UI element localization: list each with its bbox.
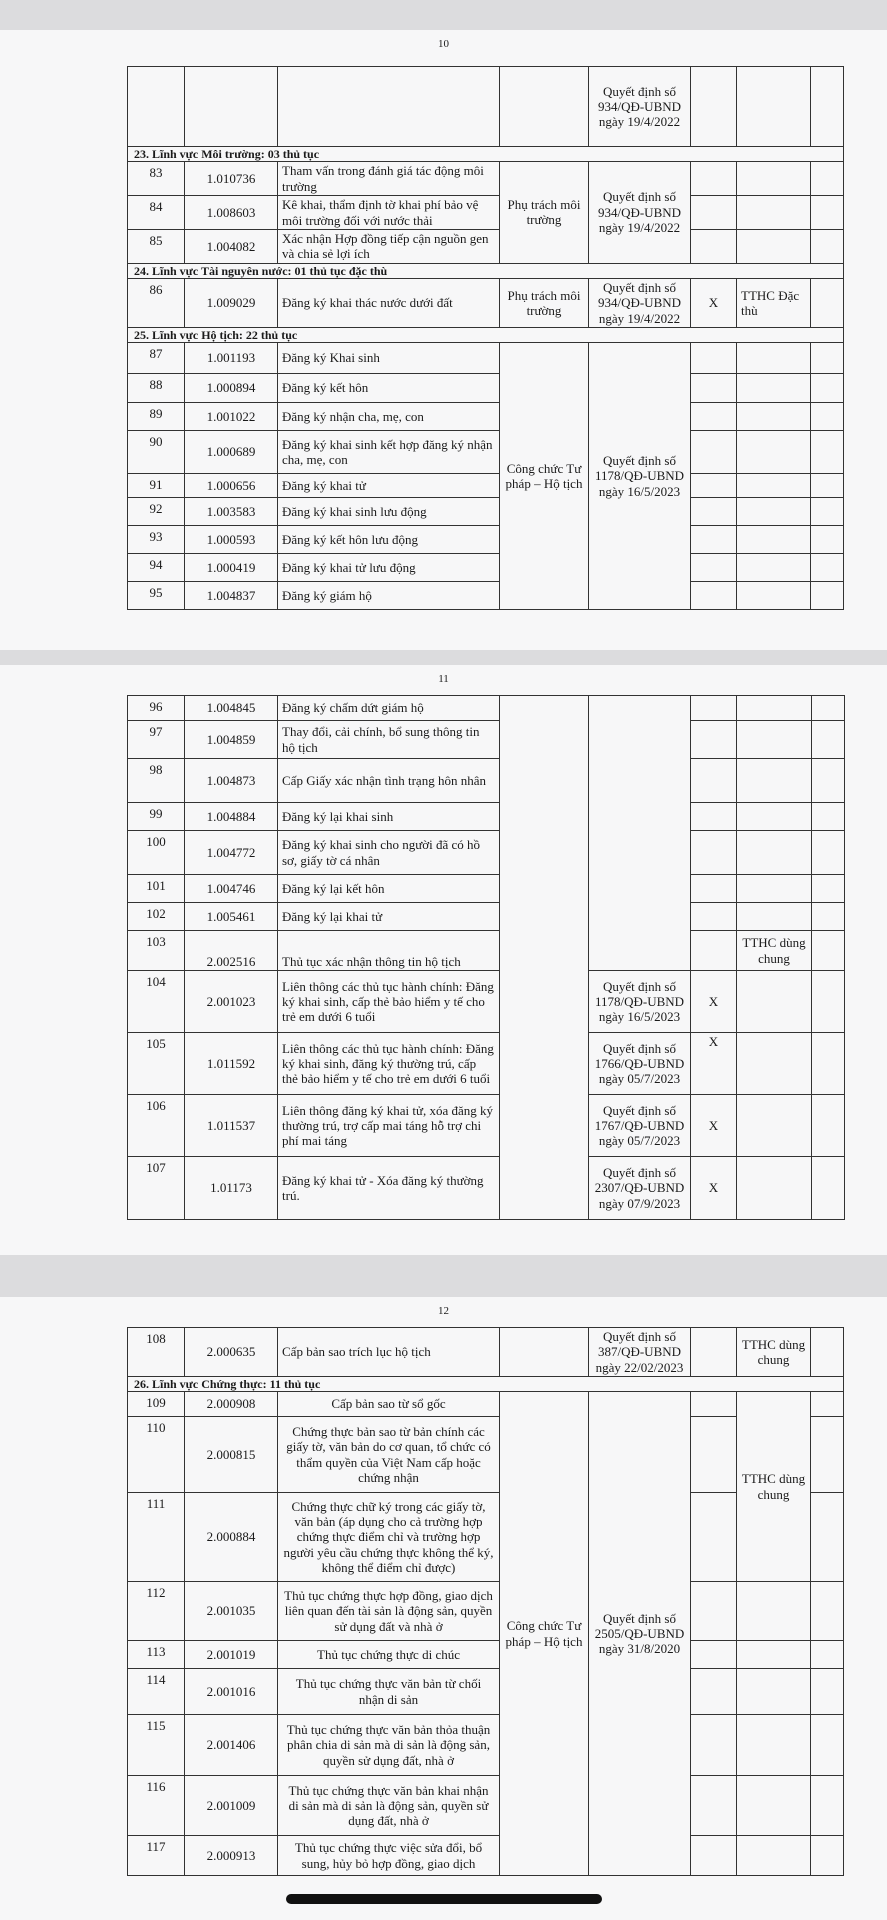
procedure-code: 1.004845: [185, 696, 278, 721]
row-number: 89: [128, 403, 185, 431]
table-row: [128, 1715, 844, 1776]
note-cell: TTHC dùng chung: [737, 931, 812, 971]
table-row: [128, 831, 845, 875]
procedure-name: Chứng thực chữ ký trong các giấy tờ, văn bản (áp dụng cho cả trường hợp chứng thực điểm chỉ và trường hợp người yêu cầu chứng thực không thể ký, không thể điểm chỉ được): [278, 1493, 500, 1582]
procedure-name: Đăng ký khai thác nước dưới đất: [278, 278, 500, 327]
row-number: 101: [128, 875, 185, 903]
procedure-name: Thủ tục chứng thực di chúc: [278, 1641, 500, 1669]
document-page-11: [0, 665, 887, 1255]
table-row: [128, 903, 845, 931]
procedure-code: 2.001406: [185, 1715, 278, 1776]
row-number: 116: [128, 1776, 185, 1836]
section-title: 26. Lĩnh vực Chứng thực: 11 thủ tục: [128, 1376, 844, 1391]
section-title: 24. Lĩnh vực Tài nguyên nước: 01 thủ tục đặc thù: [128, 263, 844, 278]
row-number: 109: [128, 1392, 185, 1417]
procedure-code: 2.001019: [185, 1641, 278, 1669]
table-row: [128, 162, 844, 196]
table-row: [128, 196, 844, 230]
procedure-code: 1.004772: [185, 831, 278, 875]
procedure-name: Cấp bản sao từ sổ gốc: [278, 1392, 500, 1417]
row-number: 93: [128, 526, 185, 554]
table-row: [128, 1776, 844, 1836]
procedure-code: 2.001023: [185, 971, 278, 1033]
procedure-code: 1.004859: [185, 721, 278, 759]
procedure-code: 1.01173: [185, 1157, 278, 1220]
row-number: 110: [128, 1417, 185, 1493]
row-number: 83: [128, 162, 185, 196]
table-row: [128, 554, 844, 582]
procedure-code: 2.001009: [185, 1776, 278, 1836]
row-number: 108: [128, 1328, 185, 1377]
procedures-table: [127, 695, 845, 1220]
row-number: 114: [128, 1669, 185, 1715]
x-mark: X: [691, 1157, 737, 1220]
decision-cell: Quyết định số 2505/QĐ-UBND ngày 31/8/2020: [589, 1392, 691, 1876]
procedure-code: 2.000884: [185, 1493, 278, 1582]
procedure-code: 1.001193: [185, 343, 278, 374]
table-row: [128, 696, 845, 721]
procedure-name: Đăng ký nhận cha, mẹ, con: [278, 403, 500, 431]
table-row: [128, 971, 845, 1033]
decision-cell: Quyết định số 387/QĐ-UBND ngày 22/02/2023: [589, 1328, 691, 1377]
row-number: 103: [128, 931, 185, 971]
procedure-name: Thủ tục chứng thực văn bản khai nhận di sản mà di sản là động sản, quyền sử dụng đất, nhà ở: [278, 1776, 500, 1836]
table-row: [128, 67, 844, 147]
procedure-name: Đăng ký kết hôn lưu động: [278, 526, 500, 554]
procedures-table: [127, 1327, 844, 1876]
decision-cell: Quyết định số 1767/QĐ-UBND ngày 05/7/2023: [589, 1095, 691, 1157]
section-header: [128, 263, 844, 278]
procedure-name: Liên thông các thủ tục hành chính: Đăng ký khai sinh, cấp thẻ bảo hiểm y tế cho trẻ em dưới 6 tuổi: [278, 971, 500, 1033]
row-number: 94: [128, 554, 185, 582]
decision-cell: Quyết định số 1178/QĐ-UBND ngày 16/5/2023: [589, 971, 691, 1033]
procedure-code: 2.000635: [185, 1328, 278, 1377]
table-row: [128, 1095, 845, 1157]
row-number: 106: [128, 1095, 185, 1157]
procedure-code: 2.000908: [185, 1392, 278, 1417]
dept-cell: Phụ trách môi trường: [500, 278, 589, 327]
procedure-name: Thủ tục xác nhận thông tin hộ tịch: [278, 931, 500, 971]
x-mark: X: [691, 278, 737, 327]
decision-cell: Quyết định số 1178/QĐ-UBND ngày 16/5/2023: [589, 343, 691, 610]
table-row: [128, 1836, 844, 1876]
procedure-name: Đăng ký khai sinh cho người đã có hồ sơ, giấy tờ cá nhân: [278, 831, 500, 875]
procedure-name: Cấp bản sao trích lục hộ tịch: [278, 1328, 500, 1377]
note-cell: TTHC dùng chung: [737, 1328, 811, 1377]
procedure-name: Thủ tục chứng thực văn bản thỏa thuận phân chia di sản mà di sản là động sản, quyền sử dụng đất, nhà ở: [278, 1715, 500, 1776]
row-number: 91: [128, 474, 185, 498]
section-title: 25. Lĩnh vực Hộ tịch: 22 thủ tục: [128, 327, 844, 342]
procedure-name: Đăng ký khai tử: [278, 474, 500, 498]
procedure-code: 1.000656: [185, 474, 278, 498]
page-number: 11: [438, 673, 449, 685]
table-row: [128, 403, 844, 431]
row-number: 107: [128, 1157, 185, 1220]
x-mark: X: [691, 1095, 737, 1157]
procedure-name: Đăng ký khai tử - Xóa đăng ký thường trú.: [278, 1157, 500, 1220]
procedure-name: Đăng ký chấm dứt giám hộ: [278, 696, 500, 721]
row-number: 111: [128, 1493, 185, 1582]
procedure-code: 1.000894: [185, 374, 278, 403]
row-number: 115: [128, 1715, 185, 1776]
procedure-code: 1.004873: [185, 759, 278, 803]
table-row: [128, 721, 845, 759]
row-number: 105: [128, 1033, 185, 1095]
procedure-name: Xác nhận Hợp đồng tiếp cận nguồn gen và chia sẻ lợi ích: [278, 230, 500, 264]
row-number: 96: [128, 696, 185, 721]
table-row: [128, 875, 845, 903]
decision-cell: Quyết định số 934/QĐ-UBND ngày 19/4/2022: [589, 162, 691, 264]
table-row: [128, 759, 845, 803]
page-number: 10: [438, 38, 449, 50]
section-header: [128, 1376, 844, 1391]
procedure-code: 2.000913: [185, 1836, 278, 1876]
table-row: [128, 230, 844, 264]
decision-cell: Quyết định số 934/QĐ-UBND ngày 19/4/2022: [589, 278, 691, 327]
procedure-name: Đăng ký kết hôn: [278, 374, 500, 403]
row-number: 104: [128, 971, 185, 1033]
procedure-code: 1.004884: [185, 803, 278, 831]
procedure-code: 1.001022: [185, 403, 278, 431]
document-page-12: [0, 1297, 887, 1920]
procedure-code: 1.009029: [185, 278, 278, 327]
table-row: [128, 278, 844, 327]
table-row: [128, 474, 844, 498]
procedure-name: Đăng ký Khai sinh: [278, 343, 500, 374]
row-number: 98: [128, 759, 185, 803]
x-mark: X: [691, 1033, 737, 1095]
procedure-name: Chứng thực bản sao từ bản chính các giấy tờ, văn bản do cơ quan, tổ chức có thẩm quyền của Việt Nam cấp hoặc chứng nhận: [278, 1417, 500, 1493]
page-number: 12: [438, 1305, 449, 1317]
row-number: 117: [128, 1836, 185, 1876]
procedure-code: 2.002516: [185, 931, 278, 971]
procedure-code: 1.004837: [185, 582, 278, 610]
procedure-name: Đăng ký giám hộ: [278, 582, 500, 610]
procedure-name: Đăng ký lại khai tử: [278, 903, 500, 931]
row-number: 112: [128, 1582, 185, 1641]
row-number: 86: [128, 278, 185, 327]
procedure-name: Đăng ký lại khai sinh: [278, 803, 500, 831]
table-row: [128, 1417, 844, 1493]
dept-cell: [500, 696, 589, 1220]
procedure-code: 1.003583: [185, 498, 278, 526]
table-row: [128, 343, 844, 374]
table-row: [128, 1641, 844, 1669]
procedure-code: 1.000689: [185, 431, 278, 474]
dept-cell: Phụ trách môi trường: [500, 162, 589, 264]
row-number: 99: [128, 803, 185, 831]
row-number: 90: [128, 431, 185, 474]
dept-cell: Công chức Tư pháp – Hộ tịch: [500, 1392, 589, 1876]
table-row: [128, 582, 844, 610]
row-number: 102: [128, 903, 185, 931]
table-row: [128, 431, 844, 474]
procedure-code: 1.000593: [185, 526, 278, 554]
section-header: [128, 327, 844, 342]
table-row: [128, 1669, 844, 1715]
procedure-code: 2.000815: [185, 1417, 278, 1493]
row-number: 88: [128, 374, 185, 403]
procedure-code: 1.008603: [185, 196, 278, 230]
decision-cell: Quyết định số 2307/QĐ-UBND ngày 07/9/2023: [589, 1157, 691, 1220]
table-row: [128, 931, 845, 971]
procedure-code: 1.000419: [185, 554, 278, 582]
section-header: [128, 147, 844, 162]
procedure-code: 2.001016: [185, 1669, 278, 1715]
home-indicator[interactable]: [286, 1894, 602, 1904]
table-row: [128, 374, 844, 403]
procedure-name: Liên thông các thủ tục hành chính: Đăng ký khai sinh, đăng ký thường trú, cấp thẻ bảo hiểm y tế cho trẻ em dưới 6 tuổi: [278, 1033, 500, 1095]
procedures-table: [127, 66, 844, 610]
procedure-code: 1.010736: [185, 162, 278, 196]
procedure-name: Kê khai, thẩm định tờ khai phí bảo vệ môi trường đối với nước thải: [278, 196, 500, 230]
note-cell: TTHC Đặc thù: [737, 278, 811, 327]
procedure-code: 1.005461: [185, 903, 278, 931]
table-row: [128, 803, 845, 831]
row-number: 113: [128, 1641, 185, 1669]
x-mark: X: [691, 971, 737, 1033]
table-row: [128, 1582, 844, 1641]
decision-cell: Quyết định số 1766/QĐ-UBND ngày 05/7/2023: [589, 1033, 691, 1095]
procedure-name: Thay đổi, cải chính, bổ sung thông tin hộ tịch: [278, 721, 500, 759]
procedure-code: 1.011537: [185, 1095, 278, 1157]
procedure-name: Tham vấn trong đánh giá tác động môi trường: [278, 162, 500, 196]
procedure-name: Đăng ký khai tử lưu động: [278, 554, 500, 582]
row-number: 87: [128, 343, 185, 374]
table-row: [128, 1493, 844, 1582]
procedure-name: Cấp Giấy xác nhận tình trạng hôn nhân: [278, 759, 500, 803]
procedure-name: Đăng ký khai sinh lưu động: [278, 498, 500, 526]
row-number: 92: [128, 498, 185, 526]
procedure-name: Đăng ký lại kết hôn: [278, 875, 500, 903]
row-number: 100: [128, 831, 185, 875]
table-row: [128, 1328, 844, 1377]
decision-cell: Quyết định số 934/QĐ-UBND ngày 19/4/2022: [589, 67, 691, 147]
procedure-code: 1.004082: [185, 230, 278, 264]
procedure-code: 1.011592: [185, 1033, 278, 1095]
note-cell: TTHC dùng chung: [737, 1392, 811, 1582]
procedure-code: 2.001035: [185, 1582, 278, 1641]
row-number: 85: [128, 230, 185, 264]
dept-cell: Công chức Tư pháp – Hộ tịch: [500, 343, 589, 610]
decision-cell: [589, 696, 691, 971]
procedure-name: Liên thông đăng ký khai tử, xóa đăng ký thường trú, trợ cấp mai táng hỗ trợ chi phí mai táng: [278, 1095, 500, 1157]
row-number: 97: [128, 721, 185, 759]
row-number: 84: [128, 196, 185, 230]
table-row: [128, 498, 844, 526]
procedure-name: Đăng ký khai sinh kết hợp đăng ký nhận cha, mẹ, con: [278, 431, 500, 474]
document-page-10: [0, 30, 887, 650]
table-row: [128, 1392, 844, 1417]
table-row: [128, 526, 844, 554]
procedure-code: 1.004746: [185, 875, 278, 903]
table-row: [128, 1157, 845, 1220]
row-number: 95: [128, 582, 185, 610]
procedure-name: Thủ tục chứng thực văn bản từ chối nhận di sản: [278, 1669, 500, 1715]
procedure-name: Thủ tục chứng thực việc sửa đổi, bổ sung, hủy bỏ hợp đồng, giao dịch: [278, 1836, 500, 1876]
procedure-name: Thủ tục chứng thực hợp đồng, giao dịch liên quan đến tài sản là động sản, quyền sử dụng đất và nhà ở: [278, 1582, 500, 1641]
section-title: 23. Lĩnh vực Môi trường: 03 thủ tục: [128, 147, 844, 162]
table-row: [128, 1033, 845, 1095]
